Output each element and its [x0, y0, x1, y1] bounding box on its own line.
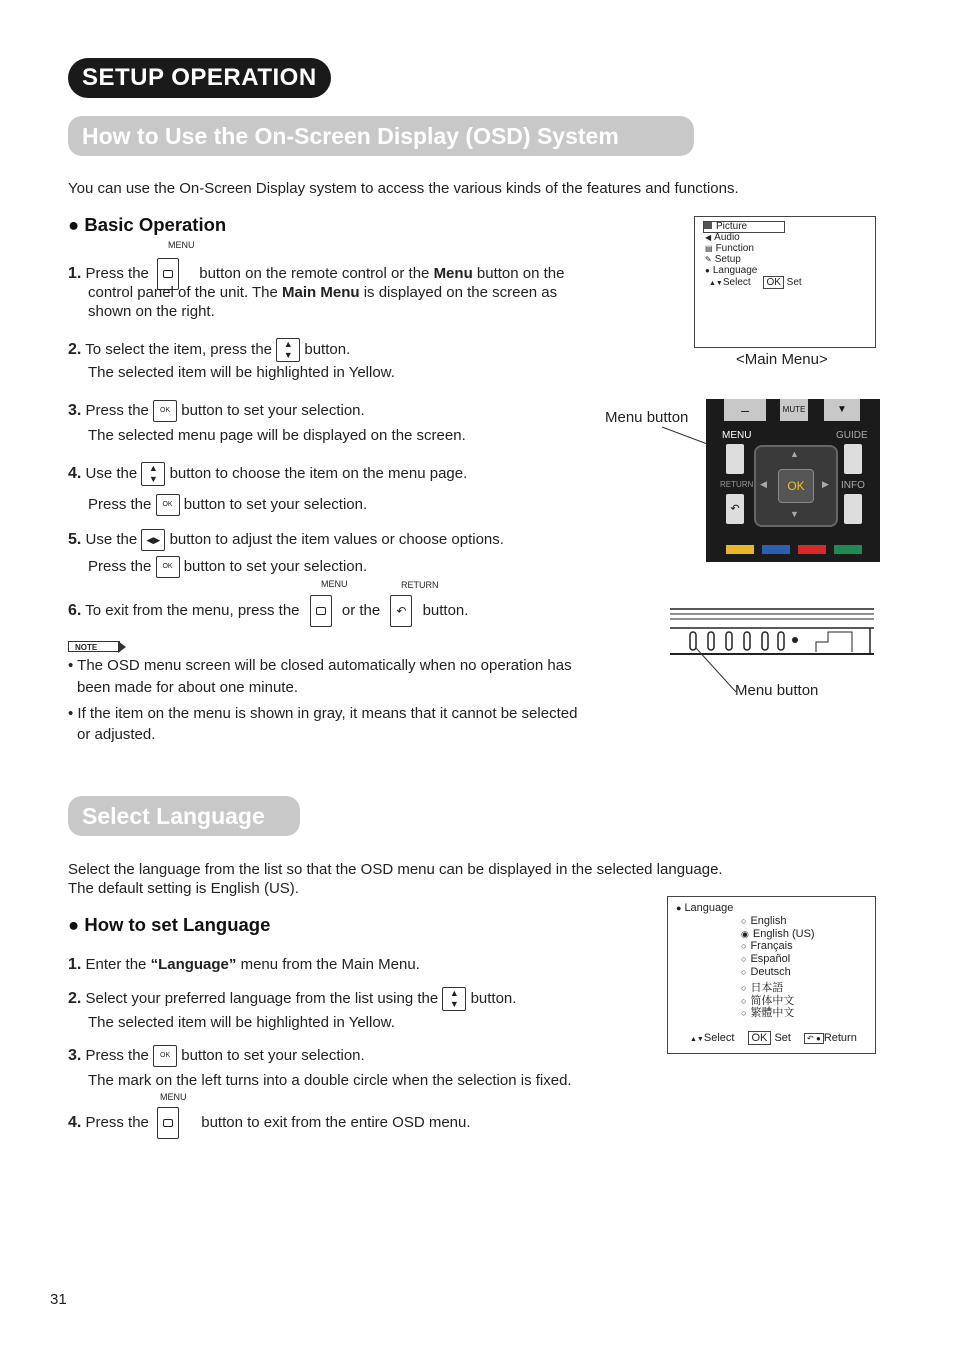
- remote-dpad: [754, 445, 838, 527]
- ok-button-icon: OK: [153, 400, 177, 422]
- menu-button-icon: [310, 595, 332, 627]
- remote-info-label: INFO: [841, 480, 865, 491]
- function-icon: ▤: [705, 244, 713, 253]
- osd-item-function: ▤ Function: [705, 243, 754, 254]
- osd-lang-option: ○ 日本語: [741, 982, 784, 994]
- basic-operation-heading: ● Basic Operation: [68, 214, 227, 235]
- note-2: • If the item on the menu is shown in gray, it means that it cannot be selected: [68, 705, 578, 722]
- remote-color-button-green: [834, 545, 862, 554]
- globe-icon: ●: [676, 903, 682, 913]
- picture-icon: [704, 222, 712, 229]
- osd-item-audio: ◀ Audio: [705, 232, 740, 243]
- up-down-button-icon: ▲ ▼: [141, 462, 165, 486]
- radio-empty-icon: ○: [741, 1008, 747, 1018]
- left-right-button-icon: ◀▶: [141, 529, 165, 551]
- osd-footer: ▲▼Select OK Set: [709, 277, 802, 288]
- language-intro-1: Select the language from the list so that the OSD menu can be displayed in the selected language.: [68, 861, 723, 878]
- basic-step-6: 6. To exit from the menu, press the or the ↶ button.: [68, 595, 468, 627]
- dpad-left-icon: ◀: [760, 479, 767, 489]
- language-step-1: 1. Enter the “Language” menu from the Main Menu.: [68, 956, 420, 973]
- basic-step-1-line3: shown on the right.: [88, 303, 215, 320]
- remote-guide-button: [844, 444, 862, 474]
- radio-empty-icon: ○: [741, 916, 747, 926]
- osd-lang-option-selected: ◉ English (US): [741, 928, 815, 940]
- dpad-right-icon: ▶: [822, 479, 829, 489]
- osd-lang-option: ○ Deutsch: [741, 966, 791, 978]
- language-intro-2: The default setting is English (US).: [68, 880, 299, 897]
- remote-down-button: ▼: [824, 399, 860, 421]
- remote-color-button-blue: [762, 545, 790, 554]
- radio-selected-icon: ◉: [741, 929, 749, 939]
- menu-caption: MENU: [168, 240, 195, 250]
- menu-caption: MENU: [160, 1092, 187, 1102]
- osd-item-language: ● Language: [705, 265, 758, 276]
- dpad-up-icon: ▲: [790, 449, 799, 459]
- remote-mute-button: MUTE: [780, 399, 808, 421]
- menu-button-icon: [157, 1107, 179, 1139]
- radio-empty-icon: ○: [741, 967, 747, 977]
- wrench-icon: ✎: [705, 255, 712, 264]
- basic-step-4: 4. Use the ▲ ▼ button to choose the item on the menu page.: [68, 463, 468, 484]
- remote-menu-button-label: Menu button: [605, 409, 689, 426]
- language-step-3: 3. Press the OK button to set your selection.: [68, 1045, 365, 1067]
- remote-image: [706, 399, 880, 562]
- up-down-button-icon: ▲ ▼: [276, 338, 300, 362]
- globe-icon: ●: [705, 266, 710, 275]
- ok-button-icon: OK: [156, 556, 180, 578]
- remote-menu-label: MENU: [722, 430, 752, 441]
- panel-menu-button-label: Menu button: [735, 682, 819, 699]
- note-1-line2: been made for about one minute.: [77, 679, 298, 696]
- osd-lang-option: ○ Español: [741, 953, 791, 965]
- how-to-set-language-heading: ● How to set Language: [68, 914, 271, 935]
- osd-language-title: ● Language: [676, 902, 734, 914]
- basic-step-2-line2: The selected item will be highlighted in Yellow.: [88, 364, 395, 381]
- radio-empty-icon: ○: [741, 941, 747, 951]
- up-down-icon: ▲▼: [690, 1036, 704, 1043]
- language-osd: [667, 896, 876, 1054]
- osd-lang-option: ○ 简体中文: [741, 995, 795, 1007]
- language-step-4: 4. Press the button to exit from the entire OSD menu.: [68, 1107, 471, 1139]
- osd-lang-option: ○ Français: [741, 940, 793, 952]
- remote-minus-button: –: [724, 399, 766, 421]
- radio-empty-icon: ○: [741, 954, 747, 964]
- intro-text: You can use the On-Screen Display system to access the various kinds of the features and functions.: [68, 180, 739, 197]
- speaker-icon: ◀: [705, 233, 712, 242]
- language-step-2-line2: The selected item will be highlighted in Yellow.: [88, 1014, 395, 1031]
- basic-step-3-line2: The selected menu page will be displayed on the screen.: [88, 427, 466, 444]
- remote-info-button: [844, 494, 862, 524]
- up-down-button-icon: ▲ ▼: [442, 987, 466, 1011]
- radio-empty-icon: ○: [741, 983, 747, 993]
- return-button-icon: ↶: [390, 595, 412, 627]
- osd-lang-option: ○ 繁體中文: [741, 1007, 795, 1019]
- remote-ok-button: OK: [778, 469, 814, 503]
- language-step-2: 2. Select your preferred language from the list using the ▲ ▼ button.: [68, 988, 517, 1009]
- osd-section-title: How to Use the On-Screen Display (OSD) System: [68, 116, 694, 156]
- menu-caption: MENU: [321, 579, 348, 589]
- basic-step-4-line2: Press the OK button to set your selection.: [88, 494, 367, 516]
- remote-color-button-red: [798, 545, 826, 554]
- return-icon: ↶ ●: [804, 1033, 824, 1044]
- note-tag: NOTE: [68, 641, 120, 652]
- basic-step-3: 3. Press the OK button to set your selection.: [68, 400, 365, 422]
- basic-step-1: 1. Press the button on the remote control or the Menu button on the: [68, 258, 628, 290]
- radio-empty-icon: ○: [741, 996, 747, 1006]
- ok-button-icon: OK: [153, 1045, 177, 1067]
- page-number: 31: [50, 1291, 67, 1308]
- osd-lang-option: ○ English: [741, 915, 787, 927]
- note-1: • The OSD menu screen will be closed automatically when no operation has: [68, 657, 572, 674]
- main-menu-osd: [694, 216, 876, 348]
- basic-step-5: 5. Use the ◀▶ button to adjust the item values or choose options.: [68, 529, 504, 551]
- dpad-down-icon: ▼: [790, 509, 799, 519]
- note-2-line2: or adjusted.: [77, 726, 156, 743]
- osd-item-setup: ✎ Setup: [705, 254, 741, 265]
- osd-item-picture: Picture: [703, 221, 785, 233]
- basic-step-2: 2. To select the item, press the ▲ ▼ button.: [68, 339, 351, 360]
- basic-step-5-line2: Press the OK button to set your selection.: [88, 556, 367, 578]
- section-title: SETUP OPERATION: [68, 58, 331, 98]
- remote-guide-label: GUIDE: [836, 430, 868, 441]
- remote-color-button-yellow: [726, 545, 754, 554]
- remote-menu-button: [726, 444, 744, 474]
- ok-button-icon: OK: [156, 494, 180, 516]
- basic-step-1-line2: control panel of the unit. The Main Menu is displayed on the screen as: [88, 284, 558, 301]
- osd-language-footer: ▲▼Select OK Set ↶ ● Return: [690, 1032, 857, 1044]
- language-step-3-line2: The mark on the left turns into a double circle when the selection is fixed.: [88, 1072, 572, 1089]
- select-language-title: Select Language: [68, 796, 300, 836]
- return-caption: RETURN: [401, 580, 439, 590]
- remote-return-button: ↶: [726, 494, 744, 524]
- remote-return-label: RETURN: [720, 480, 754, 489]
- main-menu-caption: <Main Menu>: [736, 351, 828, 368]
- up-down-icon: ▲▼: [709, 280, 723, 287]
- note-arrow-icon: [118, 641, 126, 653]
